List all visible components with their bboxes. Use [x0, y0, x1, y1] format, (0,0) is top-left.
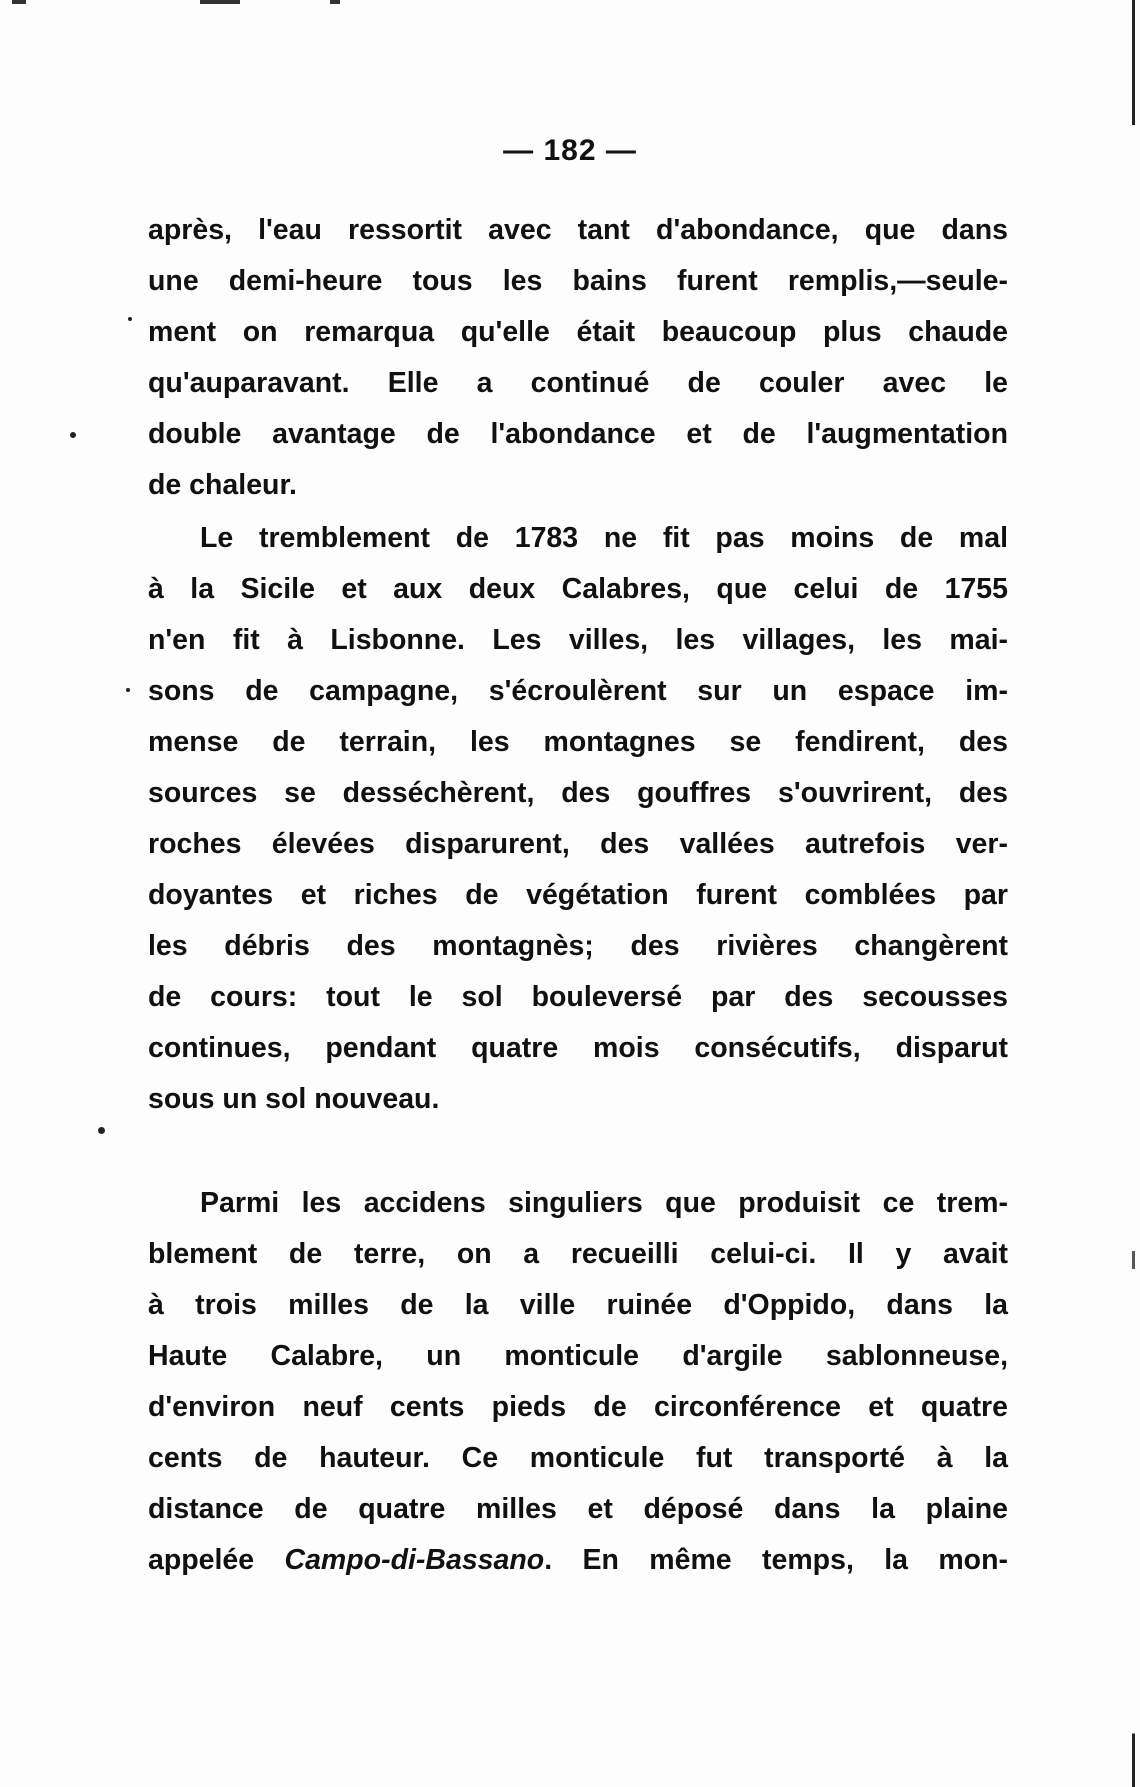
text-line: de chaleur. — [148, 469, 297, 501]
text-line: sources se desséchèrent, des gouffres s'ouvrirent, des — [148, 777, 1008, 809]
text-line: n'en fit à Lisbonne. Les villes, les villages, les mai- — [148, 624, 1008, 656]
paragraph-1 — [148, 205, 1008, 511]
text-line: ment on remarqua qu'elle était beaucoup plus chaude — [148, 316, 1008, 348]
text-segment: appelée — [148, 1544, 285, 1576]
text-line: roches élevées disparurent, des vallées autrefois ver- — [148, 828, 1008, 860]
text-line: de cours: tout le sol bouleversé par des secousses — [148, 981, 1008, 1013]
text-line: à la Sicile et aux deux Calabres, que celui de 1755 — [148, 573, 1008, 605]
text-line: sons de campagne, s'écroulèrent sur un espace im- — [148, 675, 1008, 707]
ink-speck — [128, 317, 132, 321]
paragraph-3 — [148, 1178, 1008, 1586]
text-line: les débris des montagnès; des rivières changèrent — [148, 930, 1008, 962]
text-line: double avantage de l'abondance et de l'augmentation — [148, 418, 1008, 450]
ink-speck — [70, 432, 76, 438]
text-line: Le tremblement de 1783 ne fit pas moins de mal — [200, 522, 1008, 554]
paragraph-2 — [148, 513, 1008, 1125]
text-line: Haute Calabre, un monticule d'argile sablonneuse, — [148, 1340, 1008, 1372]
text-line: une demi-heure tous les bains furent remplis,—seule- — [148, 265, 1008, 297]
place-name-italic: Campo-di-Bassano — [284, 1544, 545, 1576]
page-number: — 182 — — [503, 134, 637, 167]
text-line: à trois milles de la ville ruinée d'Oppido, dans la — [148, 1289, 1008, 1321]
page-edge — [1132, 0, 1135, 1787]
text-line: d'environ neuf cents pieds de circonférence et quatre — [148, 1391, 1008, 1423]
ink-speck — [126, 688, 130, 692]
text-line: après, l'eau ressortit avec tant d'abondance, que dans — [148, 214, 1008, 246]
text-line: qu'auparavant. Elle a continué de couler avec le — [148, 367, 1008, 399]
text-line: blement de terre, on a recueilli celui-ci. Il y avait — [148, 1238, 1008, 1270]
text-segment: . En même temps, la mon- — [544, 1544, 1008, 1576]
text-line: continues, pendant quatre mois consécutifs, disparut — [148, 1032, 1008, 1064]
text-line-with-italic — [148, 1535, 1008, 1586]
text-line: sous un sol nouveau. — [148, 1083, 440, 1115]
top-edge-marks — [0, 0, 420, 10]
text-line: doyantes et riches de végétation furent comblées par — [148, 879, 1008, 911]
text-line: distance de quatre milles et déposé dans la plaine — [148, 1493, 1008, 1525]
text-line: Parmi les accidens singuliers que produisit ce trem- — [200, 1187, 1008, 1219]
text-line: mense de terrain, les montagnes se fendirent, des — [148, 726, 1008, 758]
ink-speck — [98, 1127, 105, 1134]
text-line: cents de hauteur. Ce monticule fut transporté à la — [148, 1442, 1008, 1474]
